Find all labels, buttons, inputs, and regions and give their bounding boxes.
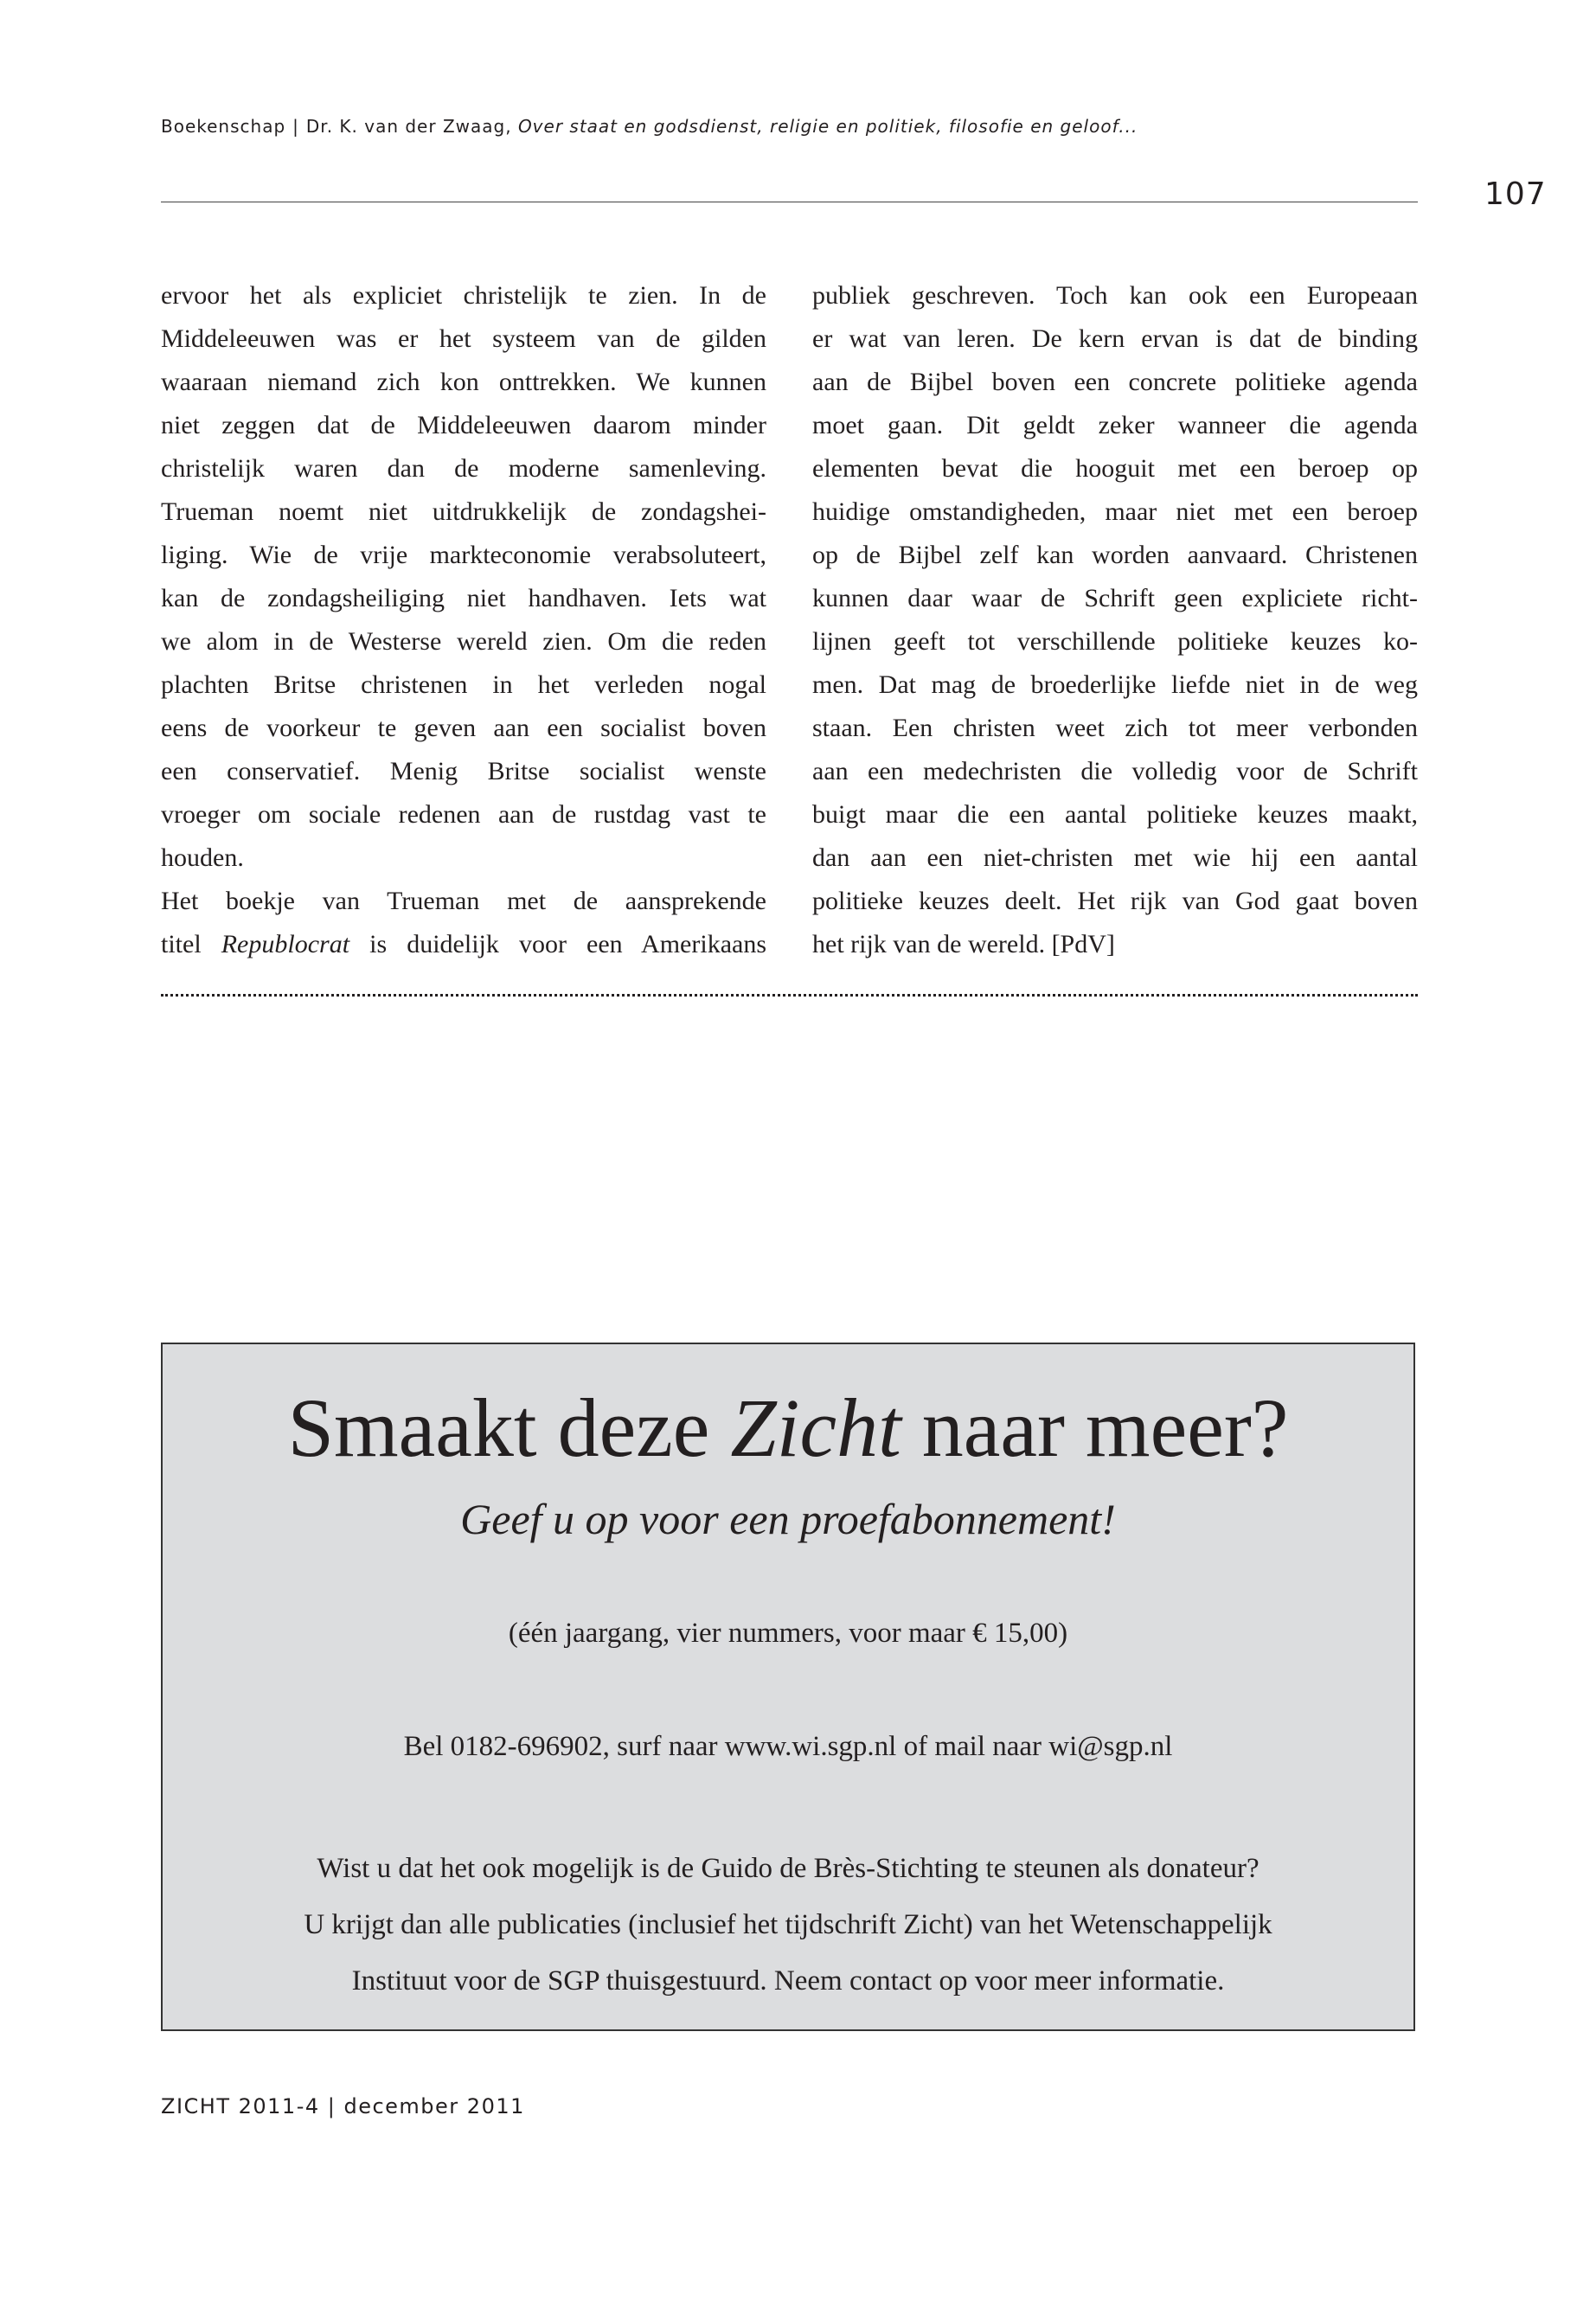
text-line: kunnen daar waar de Schrift geen expliciete richt-: [812, 584, 1418, 612]
text-line: politieke keuzes deelt. Het rijk van God gaat boven: [812, 887, 1418, 915]
promo-donor-text: [163, 1841, 1413, 2009]
text-line: publiek geschreven. Toch kan ook een Europeaan: [812, 281, 1418, 310]
text-line: houden.: [161, 843, 244, 872]
promo-title-end: naar meer?: [921, 1381, 1289, 1474]
text-line: Trueman noemt niet uitdrukkelijk de zondagshei-: [161, 497, 766, 526]
text-line: dan aan een niet-christen met wie hij een aantal: [812, 843, 1418, 872]
text-line: huidige omstandigheden, maar niet met een beroep: [812, 497, 1418, 526]
text-line: Het boekje van Trueman met de aansprekende: [161, 887, 766, 915]
donor-line: Wist u dat het ook mogelijk is de Guido de Brès-Stichting te steunen als donateur?: [317, 1853, 1259, 1884]
text-line: buigt maar die een aantal politieke keuzes maakt,: [812, 800, 1418, 829]
text-line: elementen bevat die hooguit met een beroep op: [812, 454, 1418, 483]
page-number: 107: [1484, 176, 1547, 212]
promo-subtitle: Geef u op voor een proefabonnement!: [460, 1495, 1116, 1543]
text-fragment: is duidelijk voor een Amerikaans: [369, 930, 767, 958]
running-head-book-title: Over staat en godsdienst, religie en politiek, filosofie en geloof...: [517, 116, 1138, 137]
text-line: moet gaan. Dit geldt zeker wanneer die agenda: [812, 411, 1418, 439]
text-line-with-book-title: [161, 923, 766, 966]
promo-contact: Bel 0182-696902, surf naar www.wi.sgp.nl of mail naar wi@sgp.nl: [403, 1731, 1173, 1762]
text-line: het rijk van de wereld. [PdV]: [812, 930, 1115, 958]
text-line: plachten Britse christenen in het verleden nogal: [161, 670, 766, 699]
text-line: men. Dat mag de broederlijke liefde niet in de weg: [812, 670, 1418, 699]
text-line: Middeleeuwen was er het systeem van de gilden: [161, 324, 766, 353]
text-line: kan de zondagsheiliging niet handhaven. Iets wat: [161, 584, 766, 612]
book-title-republocrat: Republocrat: [221, 930, 350, 958]
text-line: christelijk waren dan de moderne samenleving.: [161, 454, 766, 483]
subscription-promo-box: [161, 1343, 1415, 2031]
text-line: liging. Wie de vrije markteconomie verabsoluteert,: [161, 541, 766, 569]
footer-issue: ZICHT 2011-4 | december 2011: [161, 2094, 525, 2118]
article-column-right: [812, 274, 1418, 966]
article-column-left: [161, 274, 766, 966]
running-head: [161, 116, 1138, 137]
text-line: op de Bijbel zelf kan worden aanvaard. Christenen: [812, 541, 1418, 569]
text-line: waaraan niemand zich kon onttrekken. We kunnen: [161, 368, 766, 396]
promo-title-start: Smaakt deze: [287, 1381, 710, 1474]
text-line: ervoor het als expliciet christelijk te zien. In de: [161, 281, 766, 310]
article-end-dotted-rule: [161, 994, 1418, 997]
text-line: een conservatief. Menig Britse socialist wenste: [161, 757, 766, 785]
promo-title: [163, 1381, 1413, 1476]
text-line: eens de voorkeur te geven aan een socialist boven: [161, 714, 766, 742]
running-head-separator: |: [292, 116, 299, 137]
text-line: niet zeggen dat de Middeleeuwen daarom minder: [161, 411, 766, 439]
text-line: we alom in de Westerse wereld zien. Om die reden: [161, 627, 766, 656]
text-fragment: titel: [161, 930, 202, 958]
running-head-section: Boekenschap: [161, 116, 286, 137]
donor-line: Instituut voor de SGP thuisgestuurd. Neem contact op voor meer informatie.: [351, 1965, 1225, 1997]
text-line: aan de Bijbel boven een concrete politieke agenda: [812, 368, 1418, 396]
text-line: vroeger om sociale redenen aan de rustdag vast te: [161, 800, 766, 829]
running-head-author: Dr. K. van der Zwaag,: [305, 116, 512, 137]
text-line: staan. Een christen weet zich tot meer verbonden: [812, 714, 1418, 742]
donor-line: U krijgt dan alle publicaties (inclusief het tijdschrift Zicht) van het Wetenschappelijk: [304, 1909, 1272, 1940]
promo-title-magazine: Zicht: [730, 1381, 901, 1474]
promo-price: (één jaargang, vier nummers, voor maar € 15,00): [508, 1618, 1068, 1649]
text-line: er wat van leren. De kern ervan is dat de binding: [812, 324, 1418, 353]
text-line: lijnen geeft tot verschillende politieke keuzes ko-: [812, 627, 1418, 656]
text-line: aan een medechristen die volledig voor de Schrift: [812, 757, 1418, 785]
